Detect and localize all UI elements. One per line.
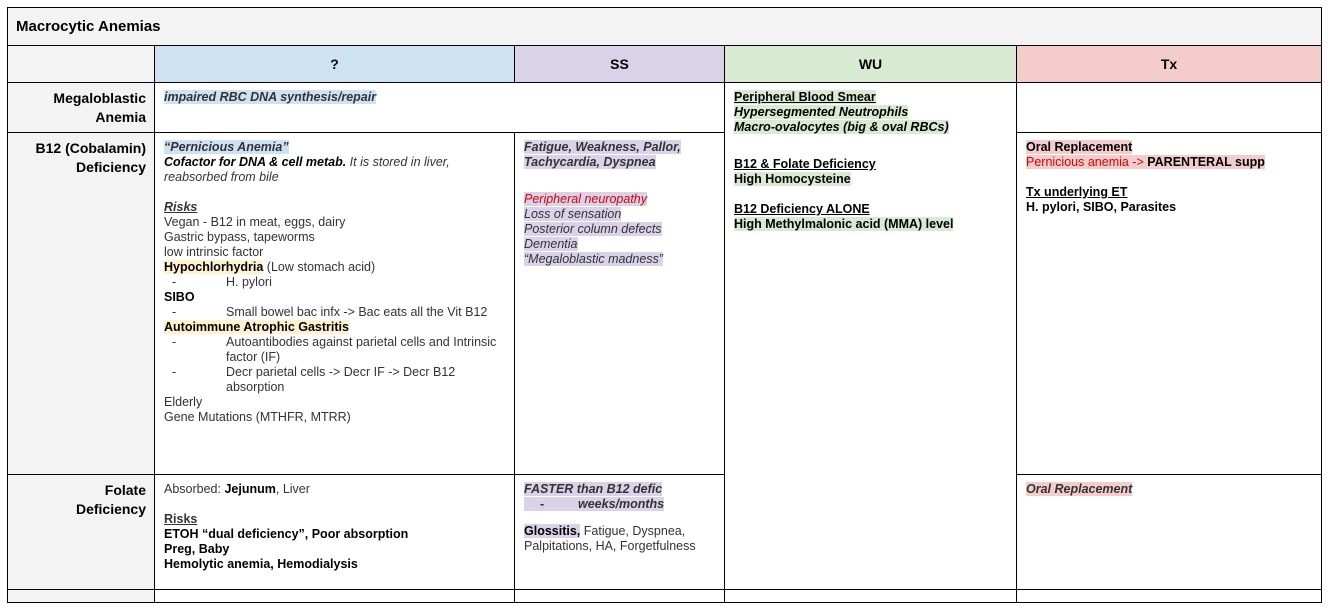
b12-label-line2: Deficiency: [75, 159, 146, 175]
risk-hypochlorhydria-desc: (Low stomach acid): [263, 260, 376, 274]
ss-posterior-column: Posterior column defects: [524, 222, 662, 236]
table-title: Macrocytic Anemias: [8, 8, 1322, 46]
ss-fatigue: Fatigue, Weakness, Pallor,: [524, 140, 681, 154]
folate-label-line2: Deficiency: [75, 501, 146, 517]
wu-b12-folate: B12 & Folate Deficiency: [734, 157, 876, 171]
b12-label-line1: B12 (Cobalamin): [35, 140, 146, 156]
folate-ss-symptoms: Fatigue, Dyspnea, Palpitations, HA, Forgetfulness: [524, 524, 696, 553]
row-label-b12: [8, 133, 155, 475]
wu-mma: High Methylmalonic acid (MMA) level: [734, 217, 954, 231]
risk-gastric-bypass: Gastric bypass, tapeworms: [164, 230, 315, 244]
row-label-megaloblastic: Megaloblastic Anemia: [8, 83, 155, 133]
risk-decr-parietal: Decr parietal cells -> Decr IF -> Decr B12 absorption: [226, 365, 456, 394]
b12-ss-cell: [515, 133, 725, 475]
wu-b12-alone: B12 Deficiency ALONE: [734, 202, 870, 216]
b12-question-cell: [155, 133, 515, 475]
pernicious-anemia-label: “Pernicious Anemia”: [164, 140, 289, 154]
folate-ss-glossitis: Glossitis,: [524, 524, 581, 538]
folate-ss-weeks: weeks/months: [578, 497, 665, 511]
folate-tx-oral: Oral Replacement: [1026, 482, 1133, 496]
risk-hypochlorhydria: Hypochlorhydria: [164, 260, 264, 274]
tx-oral-replacement: Oral Replacement: [1026, 140, 1133, 154]
folate-risks-title: Risks: [164, 512, 198, 526]
folate-question-cell: [155, 475, 515, 590]
header-question: ?: [155, 46, 515, 83]
next-row-label: [8, 590, 155, 603]
b12-tx-cell: [1017, 133, 1322, 475]
next-row-ss: [515, 590, 725, 603]
risk-gene-mutations: Gene Mutations (MTHFR, MTRR): [164, 410, 351, 424]
tx-causes: H. pylori, SIBO, Parasites: [1026, 200, 1177, 214]
header-tx: Tx: [1017, 46, 1322, 83]
folate-risk-preg: Preg, Baby: [164, 542, 230, 556]
ss-dementia: Dementia: [524, 237, 578, 251]
risk-autoantibodies: Autoantibodies against parietal cells and Intrinsic factor (IF): [226, 335, 497, 364]
next-row-wu: [725, 590, 1017, 603]
folate-jejunum: Jejunum: [224, 482, 276, 496]
folate-absorbed: Absorbed:: [164, 482, 225, 496]
wu-ovalocytes: Macro-ovalocytes (big & oval RBCs): [734, 120, 949, 134]
wu-smear: Peripheral Blood Smear: [734, 90, 876, 104]
folate-risk-etoh: ETOH “dual deficiency”, Poor absorption: [164, 527, 409, 541]
header-blank: [8, 46, 155, 83]
wu-homocysteine: High Homocysteine: [734, 172, 851, 186]
risk-hpylori: H. pylori: [226, 275, 272, 289]
tx-parenteral: PARENTERAL supp: [1147, 155, 1265, 169]
folate-tx-cell: [1017, 475, 1322, 590]
megaloblastic-definition-cell: [155, 83, 725, 133]
risk-intrinsic-factor: low intrinsic factor: [164, 245, 264, 259]
risk-vegan: Vegan - B12 in meat, eggs, dairy: [164, 215, 346, 229]
risk-sibo-desc: Small bowel bac infx -> Bac eats all the Vit B12: [226, 305, 488, 319]
spreadsheet: [7, 7, 1321, 607]
risk-sibo: SIBO: [164, 290, 195, 304]
row-label-folate: [8, 475, 155, 590]
ss-megaloblastic-madness: “Megaloblastic madness”: [524, 252, 663, 266]
tx-pernicious: Pernicious anemia ->: [1026, 155, 1148, 169]
ss-neuropathy: Peripheral neuropathy: [524, 192, 647, 206]
workup-cell: [725, 83, 1017, 590]
next-row-q: [155, 590, 515, 603]
ss-tachycardia: Tachycardia, Dyspnea: [524, 155, 656, 169]
anemia-table: [7, 7, 1322, 603]
folate-label-line1: Folate: [104, 482, 146, 498]
risk-autoimmune-gastritis: Autoimmune Atrophic Gastritis: [164, 320, 349, 334]
next-row-tx: [1017, 590, 1322, 603]
ss-loss-sensation: Loss of sensation: [524, 207, 622, 221]
folate-ss-faster: FASTER than B12 defic: [524, 482, 663, 496]
folate-liver: , Liver: [275, 482, 310, 496]
risk-elderly: Elderly: [164, 395, 203, 409]
megaloblastic-definition: impaired RBC DNA synthesis/repair: [164, 90, 377, 104]
b12-risks-title: Risks: [164, 200, 198, 214]
tx-underlying: Tx underlying ET: [1026, 185, 1128, 199]
folate-ss-cell: [515, 475, 725, 590]
header-ss: SS: [515, 46, 725, 83]
folate-ss-dash: -: [540, 497, 545, 511]
cofactor-bold: Cofactor for DNA & cell metab.: [164, 155, 347, 169]
header-wu: WU: [725, 46, 1017, 83]
folate-risk-hemolytic: Hemolytic anemia, Hemodialysis: [164, 557, 358, 571]
cofactor-rest: It is stored in liver, reabsorbed from bile: [164, 155, 450, 184]
wu-neutrophils: Hypersegmented Neutrophils: [734, 105, 909, 119]
megaloblastic-tx-cell: [1017, 83, 1322, 133]
